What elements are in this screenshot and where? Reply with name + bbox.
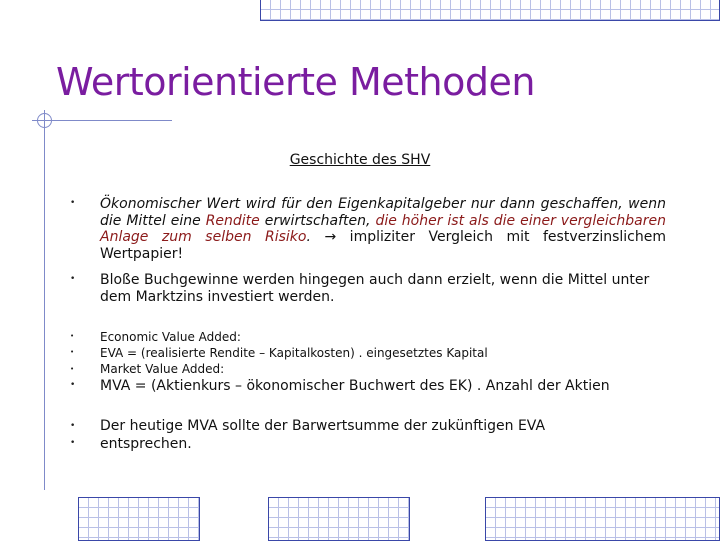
slide-title: Wertorientierte Methoden: [56, 60, 535, 104]
bullet-6: •: [70, 380, 76, 390]
bullet-5: •: [70, 365, 75, 373]
paragraph-book-profits: Bloße Buchgewinne werden hingegen auch dann erzielt, wenn die Mittel unter dem Marktzins investiert werden.: [100, 272, 650, 305]
horizontal-rule-decoration: [32, 120, 172, 121]
bullet-1: •: [70, 198, 76, 208]
p1-text-4: impliziter Vergleich mit festverzinslichem Wertpapier!: [100, 229, 666, 262]
bullet-4: •: [70, 348, 75, 356]
p1-rendite: Rendite: [205, 212, 260, 229]
last-line-1: Der heutige MVA sollte der Barwertsumme der zukünftigen EVA: [100, 418, 546, 434]
p1-comparison: die höher ist als die einer vergleichbaren Anlage zum selben Risiko: [100, 212, 666, 245]
bottom-left-grid-decoration: [78, 497, 200, 541]
bullet-3: •: [70, 332, 75, 340]
bottom-mid-grid-decoration: [268, 497, 410, 541]
bottom-right-grid-decoration: [485, 497, 720, 541]
p1-text-1: Ökonomischer Wert wird für den Eigenkapitalgeber nur dann geschaffen, wenn die Mittel eine: [100, 196, 666, 229]
p1-text-3: .: [306, 229, 311, 245]
circle-decoration: [37, 113, 52, 128]
eva-line-1: Economic Value Added:: [100, 330, 241, 344]
p1-text-2: erwirtschaften,: [259, 212, 376, 229]
mva-line: MVA = (Aktienkurs – ökonomischer Buchwert des EK) . Anzahl der Aktien: [100, 378, 610, 394]
arrow-icon: →: [324, 229, 337, 245]
top-right-grid-decoration: [260, 0, 720, 21]
eva-line-2: EVA = (realisierte Rendite – Kapitalkosten) . eingesetztes Kapital: [100, 346, 488, 360]
paragraph-economic-value: [100, 196, 666, 262]
bullet-2: •: [70, 274, 76, 284]
eva-line-3: Market Value Added:: [100, 362, 225, 376]
slide-subtitle: Geschichte des SHV: [289, 152, 431, 168]
bullet-7: •: [70, 421, 76, 431]
bullet-8: •: [70, 438, 76, 448]
last-line-2: entsprechen.: [100, 436, 192, 452]
